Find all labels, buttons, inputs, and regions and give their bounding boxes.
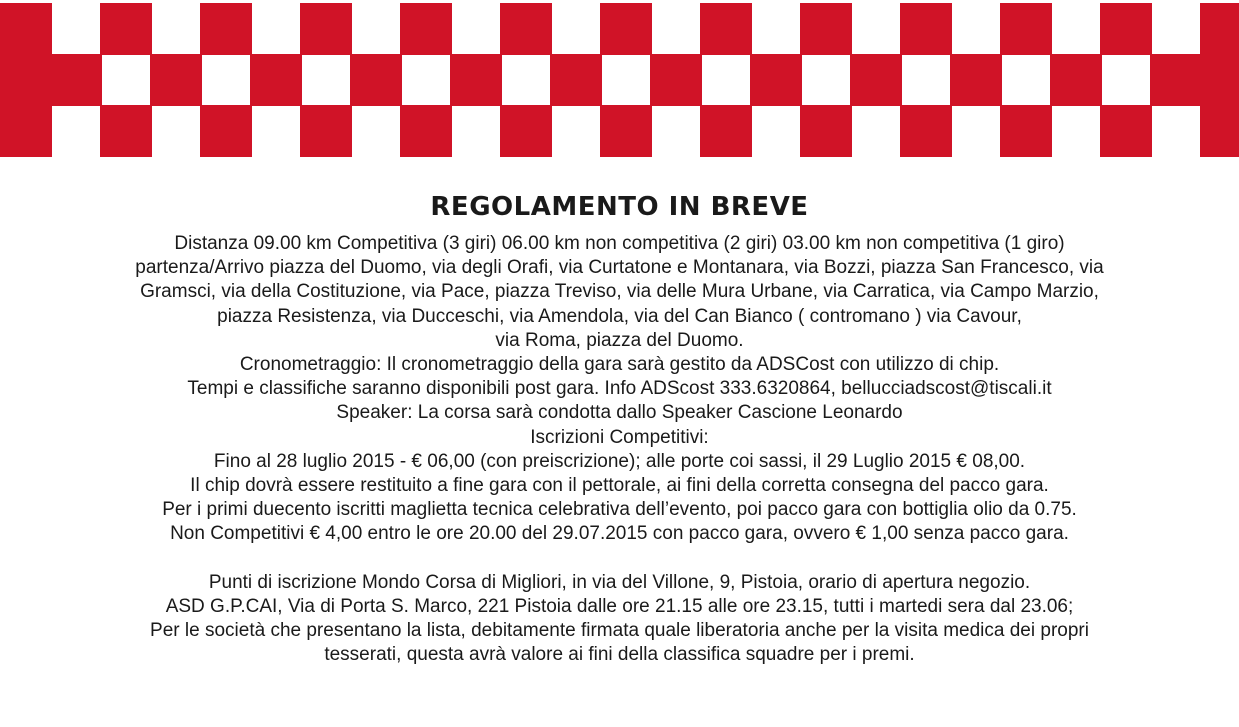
page-title: REGOLAMENTO IN BREVE (430, 192, 809, 222)
text-line: Speaker: La corsa sarà condotta dallo Speaker Cascione Leonardo (336, 402, 903, 424)
checker-square (350, 54, 402, 106)
text-line: Il chip dovrà essere restituito a fine gara con il pettorale, ai fini della corretta consegna del pacco gara. (190, 475, 1049, 497)
text-line: partenza/Arrivo piazza del Duomo, via degli Orafi, via Curtatone e Montanara, via Bozzi, piazza San Francesco, via (135, 257, 1104, 279)
checker-square (700, 3, 752, 55)
text-line: Cronometraggio: Il cronometraggio della gara sarà gestito da ADSCost con utilizzo di chip. (239, 354, 1000, 376)
checker-square (1100, 3, 1152, 55)
text-line: piazza Resistenza, via Ducceschi, via Amendola, via del Can Bianco ( contromano ) via Cavour, (217, 305, 1022, 327)
text-line: Distanza 09.00 km Competitiva (3 giri) 06.00 km non competitiva (2 giri) 03.00 km non competitiva (1 giro) (174, 233, 1065, 254)
checker-square (500, 105, 552, 157)
text-line: Per i primi duecento iscritti maglietta tecnica celebrativa dell’evento, poi pacco gara con bottiglia olio da 0.75. (162, 499, 1077, 521)
text-line: Per le società che presentano la lista, debitamente firmata quale liberatoria anche per la visita medica dei propri (150, 620, 1089, 642)
checker-square (50, 54, 102, 106)
checker-square (1100, 105, 1152, 157)
checker-square (550, 54, 602, 106)
checker-square (300, 3, 352, 55)
checker-square (100, 105, 152, 157)
checker-square (1000, 3, 1052, 55)
checker-square (950, 54, 1002, 106)
checker-square (800, 105, 852, 157)
checker-square (1200, 105, 1239, 157)
checker-square (600, 105, 652, 157)
checker-square (800, 3, 852, 55)
checker-square (600, 3, 652, 55)
text-line: Iscrizioni Competitivi: (530, 426, 709, 448)
checker-square (300, 105, 352, 157)
checker-square (150, 54, 202, 106)
checker-square (750, 54, 802, 106)
checker-square (1000, 105, 1052, 157)
checker-square (900, 3, 952, 55)
checker-square (250, 54, 302, 106)
checker-square (200, 105, 252, 157)
checker-square (900, 105, 952, 157)
checker-square (1189, 54, 1239, 106)
text-line: Tempi e classifiche saranno disponibili post gara. Info ADScost 333.6320864, bellucciadscost@tiscali.it (187, 378, 1052, 400)
paragraph-gap (0, 547, 1239, 571)
text-line: tesserati, questa avrà valore ai fini della classifica squadre per i premi. (324, 644, 915, 666)
text-line: ASD G.P.CAI, Via di Porta S. Marco, 221 Pistoia dalle ore 21.15 alle ore 23.15, tutti i martedi sera dal 23.06; (165, 595, 1074, 617)
text-line: via Roma, piazza del Duomo. (495, 329, 744, 351)
checker-square (1200, 3, 1239, 55)
checker-square (400, 105, 452, 157)
text-line: Fino al 28 luglio 2015 - € 06,00 (con preiscrizione); alle porte coi sassi, il 29 Luglio 2015 € 08,00. (213, 450, 1026, 472)
checker-square (0, 54, 50, 106)
checker-square (500, 3, 552, 55)
checker-square (0, 3, 52, 55)
checker-square (1050, 54, 1102, 106)
checker-square (850, 54, 902, 106)
checker-square (450, 54, 502, 106)
checker-square (650, 54, 702, 106)
checker-square (100, 3, 152, 55)
checker-square (400, 3, 452, 55)
regulation-text (0, 232, 1239, 667)
text-line: Non Competitivi € 4,00 entro le ore 20.00 del 29.07.2015 con pacco gara, ovvero € 1,00 senza pacco gara. (170, 523, 1069, 545)
text-line: Gramsci, via della Costituzione, via Pace, piazza Treviso, via delle Mura Urbane, via Carratica, via Campo Marzio, (140, 281, 1099, 303)
checkered-banner (0, 0, 1239, 160)
checker-square (200, 3, 252, 55)
checker-square (700, 105, 752, 157)
checker-square (0, 105, 52, 157)
text-line: Punti di iscrizione Mondo Corsa di Migliori, in via del Villone, 9, Pistoia, orario di apertura negozio. (208, 571, 1031, 593)
